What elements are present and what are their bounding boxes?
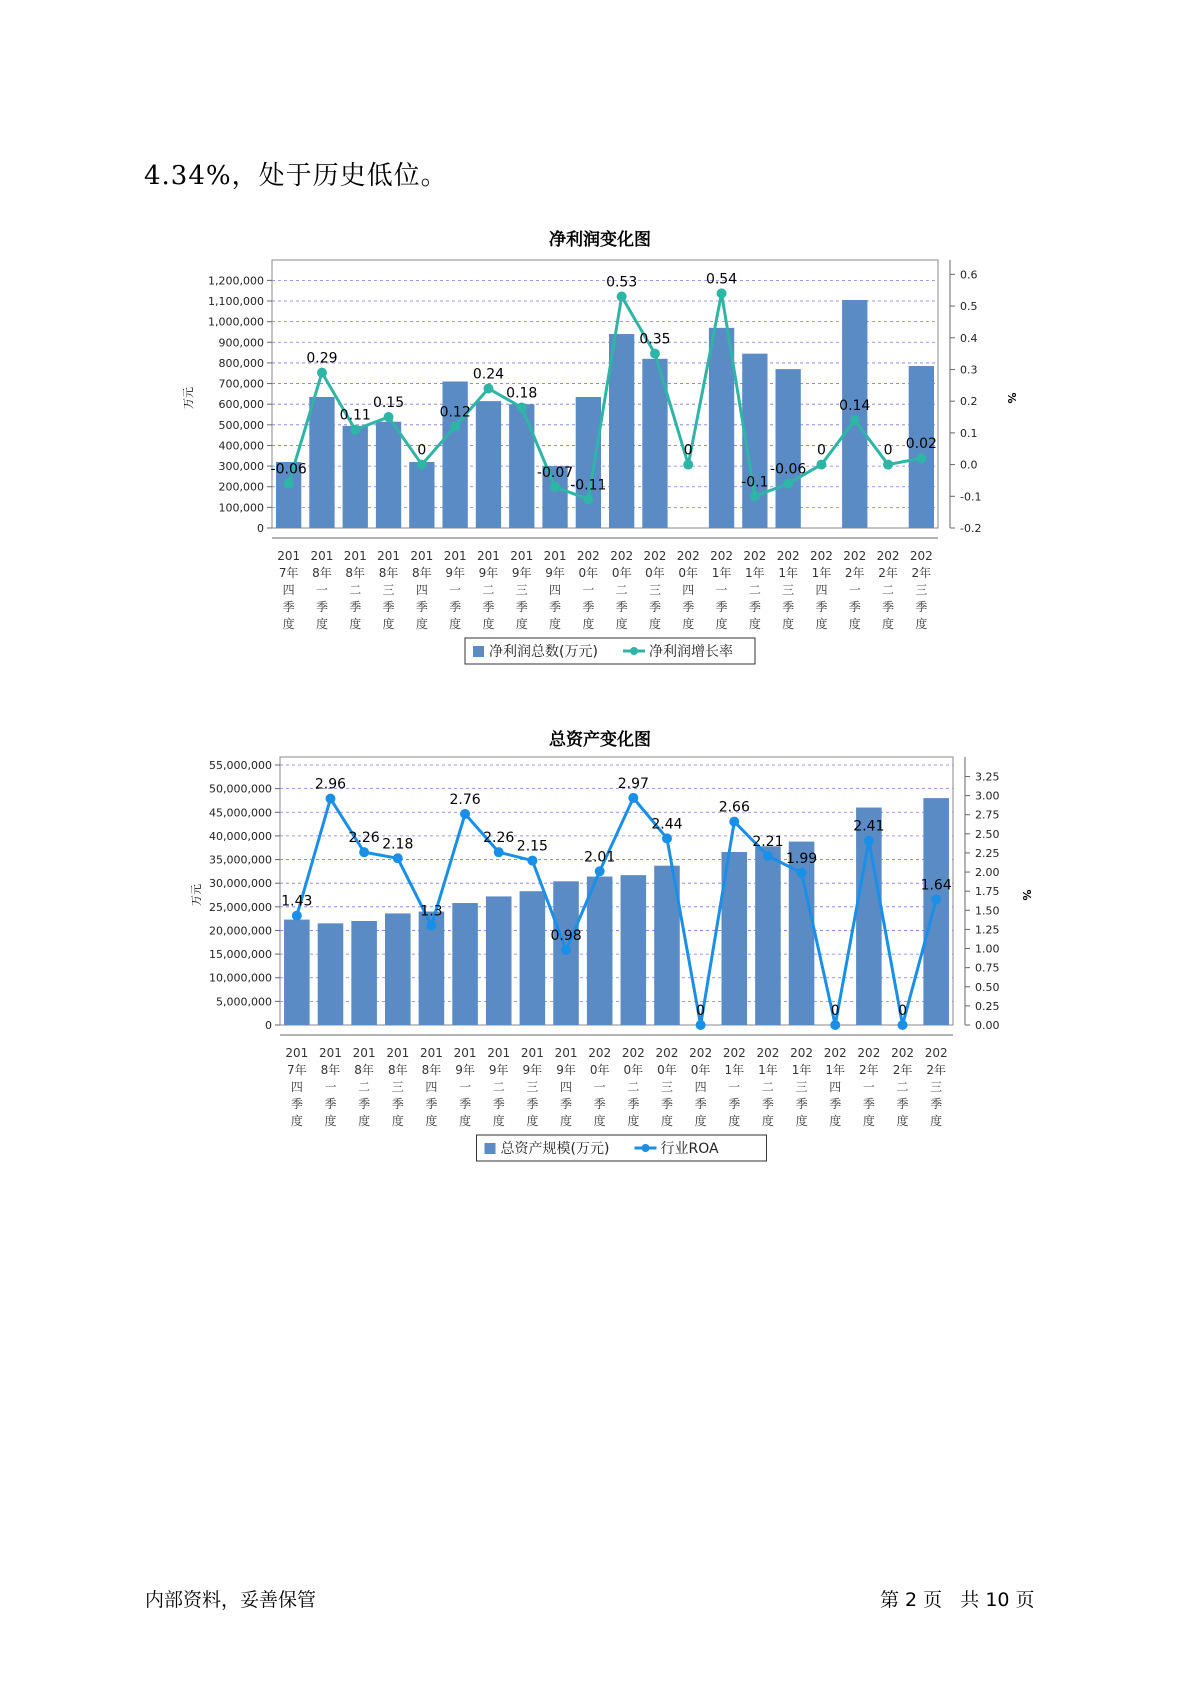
chart-title-total-assets: 总资产变化图 [549, 730, 651, 750]
y2-tick-label: 0.6 [960, 268, 978, 282]
line-point [763, 851, 773, 861]
data-label: 0 [696, 1003, 706, 1019]
line-point [350, 425, 360, 435]
y-tick-label: 1,100,000 [208, 295, 264, 309]
line-point [517, 403, 527, 413]
chart-title-net-profit: 净利润变化图 [549, 230, 651, 250]
line-point [284, 479, 294, 489]
x-tick-label: 201 9年二季度 [476, 549, 500, 631]
data-label: 0.15 [372, 395, 405, 412]
legend-line-label: 行业ROA [660, 1141, 719, 1157]
data-label: 2.97 [617, 775, 649, 792]
x-tick-label: 202 0年一季度 [576, 549, 600, 631]
y2-tick-label: 0.2 [960, 395, 978, 409]
data-label: 2.44 [651, 816, 683, 833]
net-profit-chart [0, 250, 1191, 680]
data-label: 2.15 [516, 838, 548, 855]
x-tick-label: 201 9年二季度 [487, 1046, 511, 1128]
y2-tick-label: 0.00 [975, 1019, 1000, 1032]
y2-tick-label: 1.25 [975, 923, 1000, 937]
x-tick-label: 201 8年四季度 [419, 1046, 443, 1128]
y2-tick-label: 0.1 [960, 426, 978, 440]
line-point [816, 460, 826, 470]
y-tick-label: 400,000 [218, 439, 264, 453]
y-tick-label: 700,000 [218, 377, 264, 391]
y-tick-label: 25,000,000 [209, 900, 272, 914]
y2-tick-label: -0.1 [960, 490, 982, 504]
bar [385, 913, 411, 1025]
x-tick-label: 201 8年三季度 [386, 1046, 410, 1128]
data-label: 1.43 [281, 893, 313, 910]
line-point [662, 833, 672, 843]
x-tick-label: 202 1年二季度 [743, 549, 767, 631]
y2-tick-label: 1.50 [975, 904, 1000, 918]
line-point [292, 911, 302, 921]
data-label: 2.76 [449, 791, 481, 808]
line-point [460, 809, 470, 819]
x-tick-label: 202 2年二季度 [876, 549, 900, 631]
data-label: 0.24 [472, 366, 505, 383]
line-point [550, 482, 560, 492]
line-point [883, 460, 893, 470]
data-label: 0.14 [839, 398, 871, 415]
line-point [527, 856, 537, 866]
data-label: 1.64 [920, 877, 952, 894]
x-tick-label: 201 9年一季度 [453, 1046, 477, 1128]
bar [520, 891, 546, 1025]
y-tick-label: 20,000,000 [209, 924, 272, 938]
line-point [561, 945, 571, 955]
y2-tick-label: 1.75 [975, 885, 1000, 899]
y-tick-label: 0 [265, 1019, 272, 1032]
data-label: 0.18 [506, 385, 538, 402]
footer-left: 内部资料，妥善保管 [145, 1589, 317, 1611]
y-tick-label: 35,000,000 [209, 853, 272, 867]
y-tick-label: 5,000,000 [216, 995, 272, 1009]
y2-tick-label: 0.0 [960, 458, 978, 472]
line-point [830, 1020, 840, 1030]
line-point [595, 866, 605, 876]
bar [923, 798, 949, 1025]
line-point [617, 292, 627, 302]
x-tick-label: 201 8年四季度 [410, 549, 434, 631]
bar [486, 896, 512, 1025]
legend-bar-label: 净利润总数(万元) [489, 644, 598, 660]
y2-tick-label: 0.5 [960, 300, 978, 314]
line-point [916, 453, 926, 463]
line-point [783, 479, 793, 489]
plot-frame [280, 757, 953, 1025]
x-tick-label: 201 9年一季度 [443, 549, 467, 631]
y2-tick-label: 2.00 [975, 866, 1000, 880]
data-label: 2.18 [382, 836, 414, 853]
line-point [325, 794, 335, 804]
data-label: 1.99 [785, 850, 818, 867]
y-tick-label: 500,000 [218, 418, 264, 432]
data-label: 0.02 [905, 436, 937, 453]
line-point [317, 368, 327, 378]
data-label: 2.21 [752, 834, 784, 850]
line-point [696, 1020, 706, 1030]
y-axis-label: 万元 [182, 387, 195, 409]
x-tick-label: 202 1年三季度 [776, 549, 800, 631]
x-tick-label: 201 9年四季度 [543, 549, 567, 631]
legend-line-label: 净利润增长率 [649, 644, 733, 660]
x-tick-label: 201 9年四季度 [554, 1046, 578, 1128]
data-label: -0.06 [770, 461, 807, 478]
x-tick-label: 201 9年三季度 [520, 1046, 544, 1128]
bar [621, 875, 647, 1025]
y2-axis-label: % [1020, 889, 1033, 901]
line-point [359, 847, 369, 857]
data-label: -0.06 [270, 461, 307, 478]
data-label: 2.26 [483, 830, 515, 847]
x-tick-label: 201 7年四季度 [285, 1046, 309, 1128]
x-tick-label: 201 9年三季度 [510, 549, 534, 631]
bar [284, 920, 310, 1025]
bar [351, 921, 377, 1025]
x-tick-label: 202 1年一季度 [722, 1046, 746, 1128]
y-tick-label: 800,000 [218, 356, 264, 370]
y2-axis-label: % [1005, 392, 1018, 404]
bar [318, 923, 344, 1025]
y2-tick-label: 0.75 [975, 961, 1000, 975]
line-point [898, 1020, 908, 1030]
line-point [494, 847, 504, 857]
data-label: 0.98 [550, 928, 582, 945]
y2-tick-label: -0.2 [960, 522, 982, 535]
y-tick-label: 55,000,000 [209, 759, 272, 772]
y-tick-label: 15,000,000 [209, 948, 272, 962]
y2-tick-label: 0.25 [975, 999, 1000, 1013]
x-tick-label: 202 0年一季度 [588, 1046, 612, 1128]
y2-tick-label: 0.3 [960, 363, 978, 377]
x-tick-label: 202 1年四季度 [823, 1046, 847, 1128]
bar [309, 397, 334, 528]
x-tick-label: 202 2年二季度 [891, 1046, 914, 1128]
bar [576, 397, 601, 528]
line-point [683, 460, 693, 470]
data-label: 0 [417, 442, 427, 459]
legend-bar-swatch [473, 646, 484, 657]
y2-tick-label: 1.00 [975, 942, 1000, 956]
line-point [450, 422, 460, 432]
y2-tick-label: 3.00 [975, 789, 1000, 803]
line-point [717, 288, 727, 298]
y2-tick-label: 2.25 [975, 846, 1000, 860]
data-label: 0.11 [339, 407, 371, 424]
data-label: -0.11 [570, 477, 607, 494]
bar [755, 846, 781, 1025]
data-label: -0.07 [536, 464, 574, 481]
y-axis-label: 万元 [190, 884, 203, 906]
x-tick-label: 202 2年一季度 [857, 1046, 881, 1128]
data-label: 0.53 [606, 274, 638, 291]
data-label: 2.01 [584, 849, 616, 866]
x-tick-label: 202 1年三季度 [790, 1046, 814, 1128]
y-tick-label: 200,000 [218, 480, 264, 494]
footer-right: 第 2 页 共 10 页 [880, 1589, 1035, 1611]
x-tick-label: 202 0年三季度 [643, 549, 667, 631]
y2-tick-label: 0.4 [960, 331, 978, 345]
bar [709, 328, 734, 528]
data-label: -0.1 [741, 474, 769, 491]
data-label: 0 [898, 1003, 907, 1019]
x-tick-label: 202 2年三季度 [924, 1046, 948, 1128]
legend-bar-label: 总资产规模(万元) [500, 1141, 610, 1157]
y-tick-label: 300,000 [218, 460, 264, 474]
data-label: 0 [816, 442, 826, 459]
line-point [650, 349, 660, 359]
x-tick-label: 202 0年四季度 [689, 1046, 713, 1128]
line-point [850, 415, 860, 425]
y-tick-label: 1,000,000 [208, 315, 264, 329]
line-point [628, 793, 638, 803]
data-label: 0.12 [439, 404, 471, 421]
line-point [384, 412, 394, 422]
data-label: 0 [830, 1003, 840, 1019]
line-point [417, 460, 427, 470]
y-tick-label: 0 [257, 522, 264, 535]
y-tick-label: 100,000 [218, 501, 264, 515]
data-label: 0.29 [306, 350, 338, 367]
line-point [426, 921, 436, 931]
data-label: 0.54 [705, 271, 738, 288]
y-tick-label: 30,000,000 [209, 877, 272, 891]
line-point [583, 494, 593, 504]
x-tick-label: 201 8年一季度 [319, 1046, 342, 1128]
y-tick-label: 10,000,000 [209, 971, 272, 985]
x-tick-label: 202 1年二季度 [756, 1046, 780, 1128]
bar [609, 334, 634, 528]
data-label: 1.3 [420, 903, 443, 920]
legend-line-marker [630, 647, 638, 655]
bar [452, 903, 478, 1025]
y-tick-label: 900,000 [218, 336, 264, 350]
y-tick-label: 40,000,000 [209, 829, 272, 843]
data-label: 0 [683, 442, 693, 459]
x-tick-label: 202 1年四季度 [809, 549, 833, 631]
x-tick-label: 202 0年二季度 [621, 1046, 645, 1128]
y-tick-label: 1,200,000 [208, 274, 264, 288]
intro-text: 4.34%，处于历史低位。 [144, 161, 448, 191]
x-tick-label: 202 2年三季度 [909, 549, 933, 631]
legend-bar-swatch [485, 1143, 496, 1154]
line-point [750, 491, 760, 501]
line-point [483, 383, 493, 393]
data-label: 2.96 [314, 776, 347, 793]
x-tick-label: 201 8年二季度 [352, 1046, 376, 1128]
bar [343, 426, 368, 528]
line-point [797, 868, 807, 878]
x-tick-label: 202 0年二季度 [610, 549, 634, 631]
y-tick-label: 600,000 [218, 398, 264, 412]
bar [509, 404, 534, 528]
x-tick-label: 201 7年四季度 [277, 549, 301, 631]
line-point [729, 817, 739, 827]
line-point [864, 836, 874, 846]
y-tick-label: 50,000,000 [209, 782, 272, 796]
bar [442, 381, 467, 528]
x-tick-label: 202 1年一季度 [710, 549, 734, 631]
x-tick-label: 201 8年二季度 [343, 549, 367, 631]
bar [376, 422, 401, 528]
data-label: 2.26 [348, 830, 380, 847]
y-tick-label: 45,000,000 [209, 806, 272, 820]
y2-tick-label: 3.25 [975, 770, 1000, 784]
data-label: 2.66 [718, 799, 750, 816]
line-point [931, 895, 941, 905]
bar [476, 401, 501, 528]
y2-tick-label: 2.50 [975, 827, 1000, 841]
y2-tick-label: 0.50 [975, 980, 1000, 994]
x-tick-label: 201 8年一季度 [310, 549, 334, 631]
legend-line-marker [642, 1144, 650, 1152]
line-point [393, 853, 403, 863]
y2-tick-label: 2.75 [975, 808, 1000, 822]
x-tick-label: 202 0年四季度 [676, 549, 700, 631]
bar [409, 462, 434, 528]
data-label: 0.35 [639, 331, 671, 348]
x-tick-label: 202 2年一季度 [843, 549, 867, 631]
x-tick-label: 202 0年三季度 [655, 1046, 679, 1128]
total-assets-chart [0, 755, 1191, 1185]
bar [775, 369, 800, 528]
data-label: 2.41 [853, 818, 885, 835]
bar [587, 877, 613, 1025]
x-tick-label: 201 8年三季度 [377, 549, 401, 631]
data-label: 0 [883, 442, 893, 459]
